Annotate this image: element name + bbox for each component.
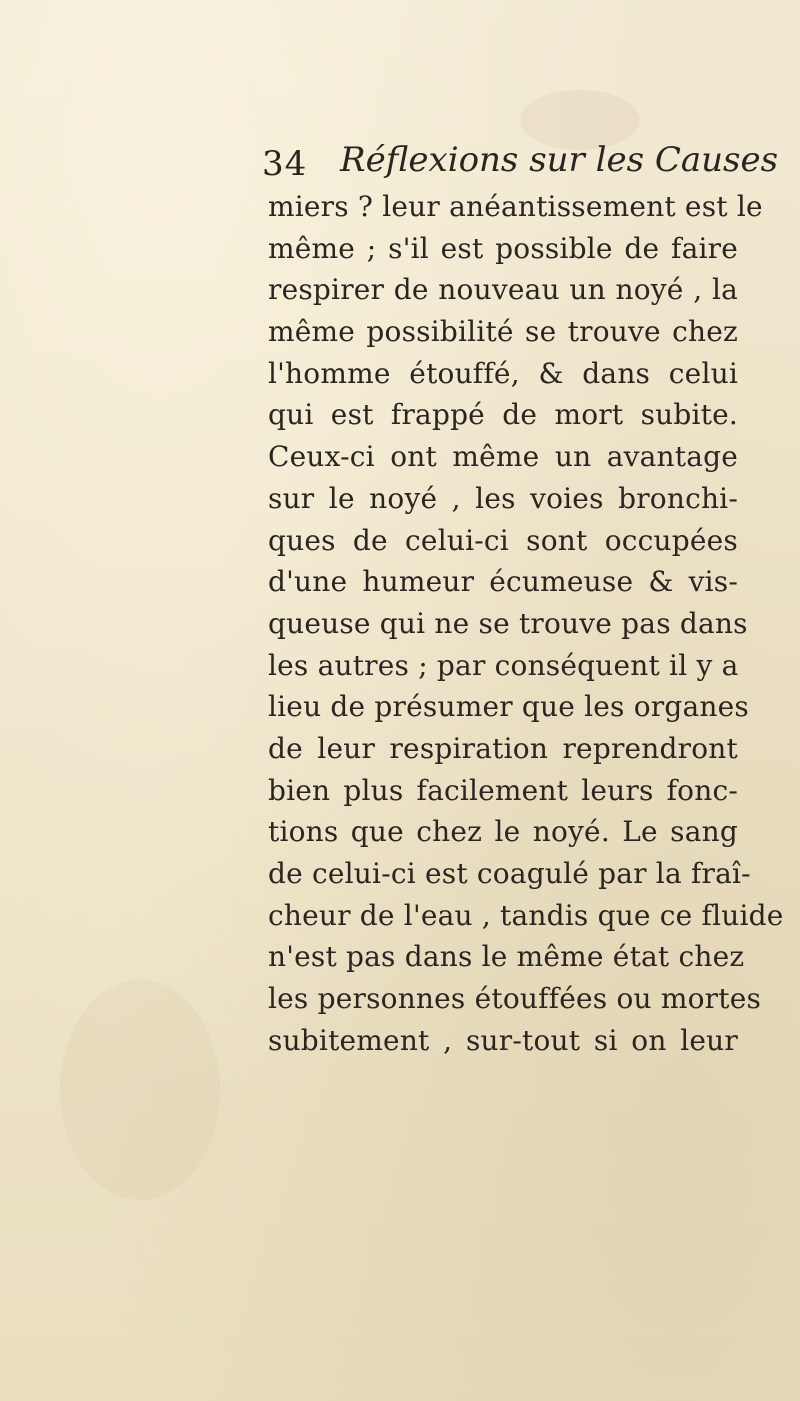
running-head [262, 140, 779, 190]
text-line: de leur respiration reprendront [268, 731, 738, 765]
text-line: tions que chez le noyé. Le sang [268, 815, 738, 849]
text-line: bien plus facilement leurs fonc- [268, 773, 738, 807]
text-line: l'homme étouffé, & dans celui [268, 356, 738, 390]
text-line: de celui-ci est coagulé par la fraî- [268, 857, 751, 890]
text-line: même possibilité se trouve chez [268, 315, 738, 349]
paper-stain [60, 980, 220, 1200]
text-line: ques de celui-ci sont occupées [268, 523, 738, 557]
text-line: d'une humeur écumeuse & vis- [268, 565, 738, 599]
text-line: qui est frappé de mort subite. [268, 398, 738, 432]
text-line: lieu de présumer que les organes [268, 690, 749, 724]
page-number: 34 [262, 144, 308, 184]
text-line: miers ? leur anéantissement est le [268, 190, 763, 223]
text-line: queuse qui ne se trouve pas dans [268, 606, 748, 640]
running-head-title: Réflexions sur les Causes [340, 140, 779, 180]
text-line: subitement , sur-tout si on leur [268, 1023, 738, 1057]
text-line: les personnes étouffées ou mortes [268, 982, 762, 1016]
text-line: même ; s'il est possible de faire [268, 231, 738, 265]
text-line: sur le noyé , les voies bronchi- [268, 481, 738, 515]
text-line: cheur de l'eau , tandis que ce fluide [268, 898, 784, 932]
text-line: les autres ; par conséquent il y a [268, 648, 739, 682]
body-text [268, 186, 784, 1061]
text-line: n'est pas dans le même état chez [268, 940, 745, 974]
text-line: respirer de nouveau un noyé , la [268, 273, 738, 307]
text-line: Ceux-ci ont même un avantage [268, 440, 738, 474]
